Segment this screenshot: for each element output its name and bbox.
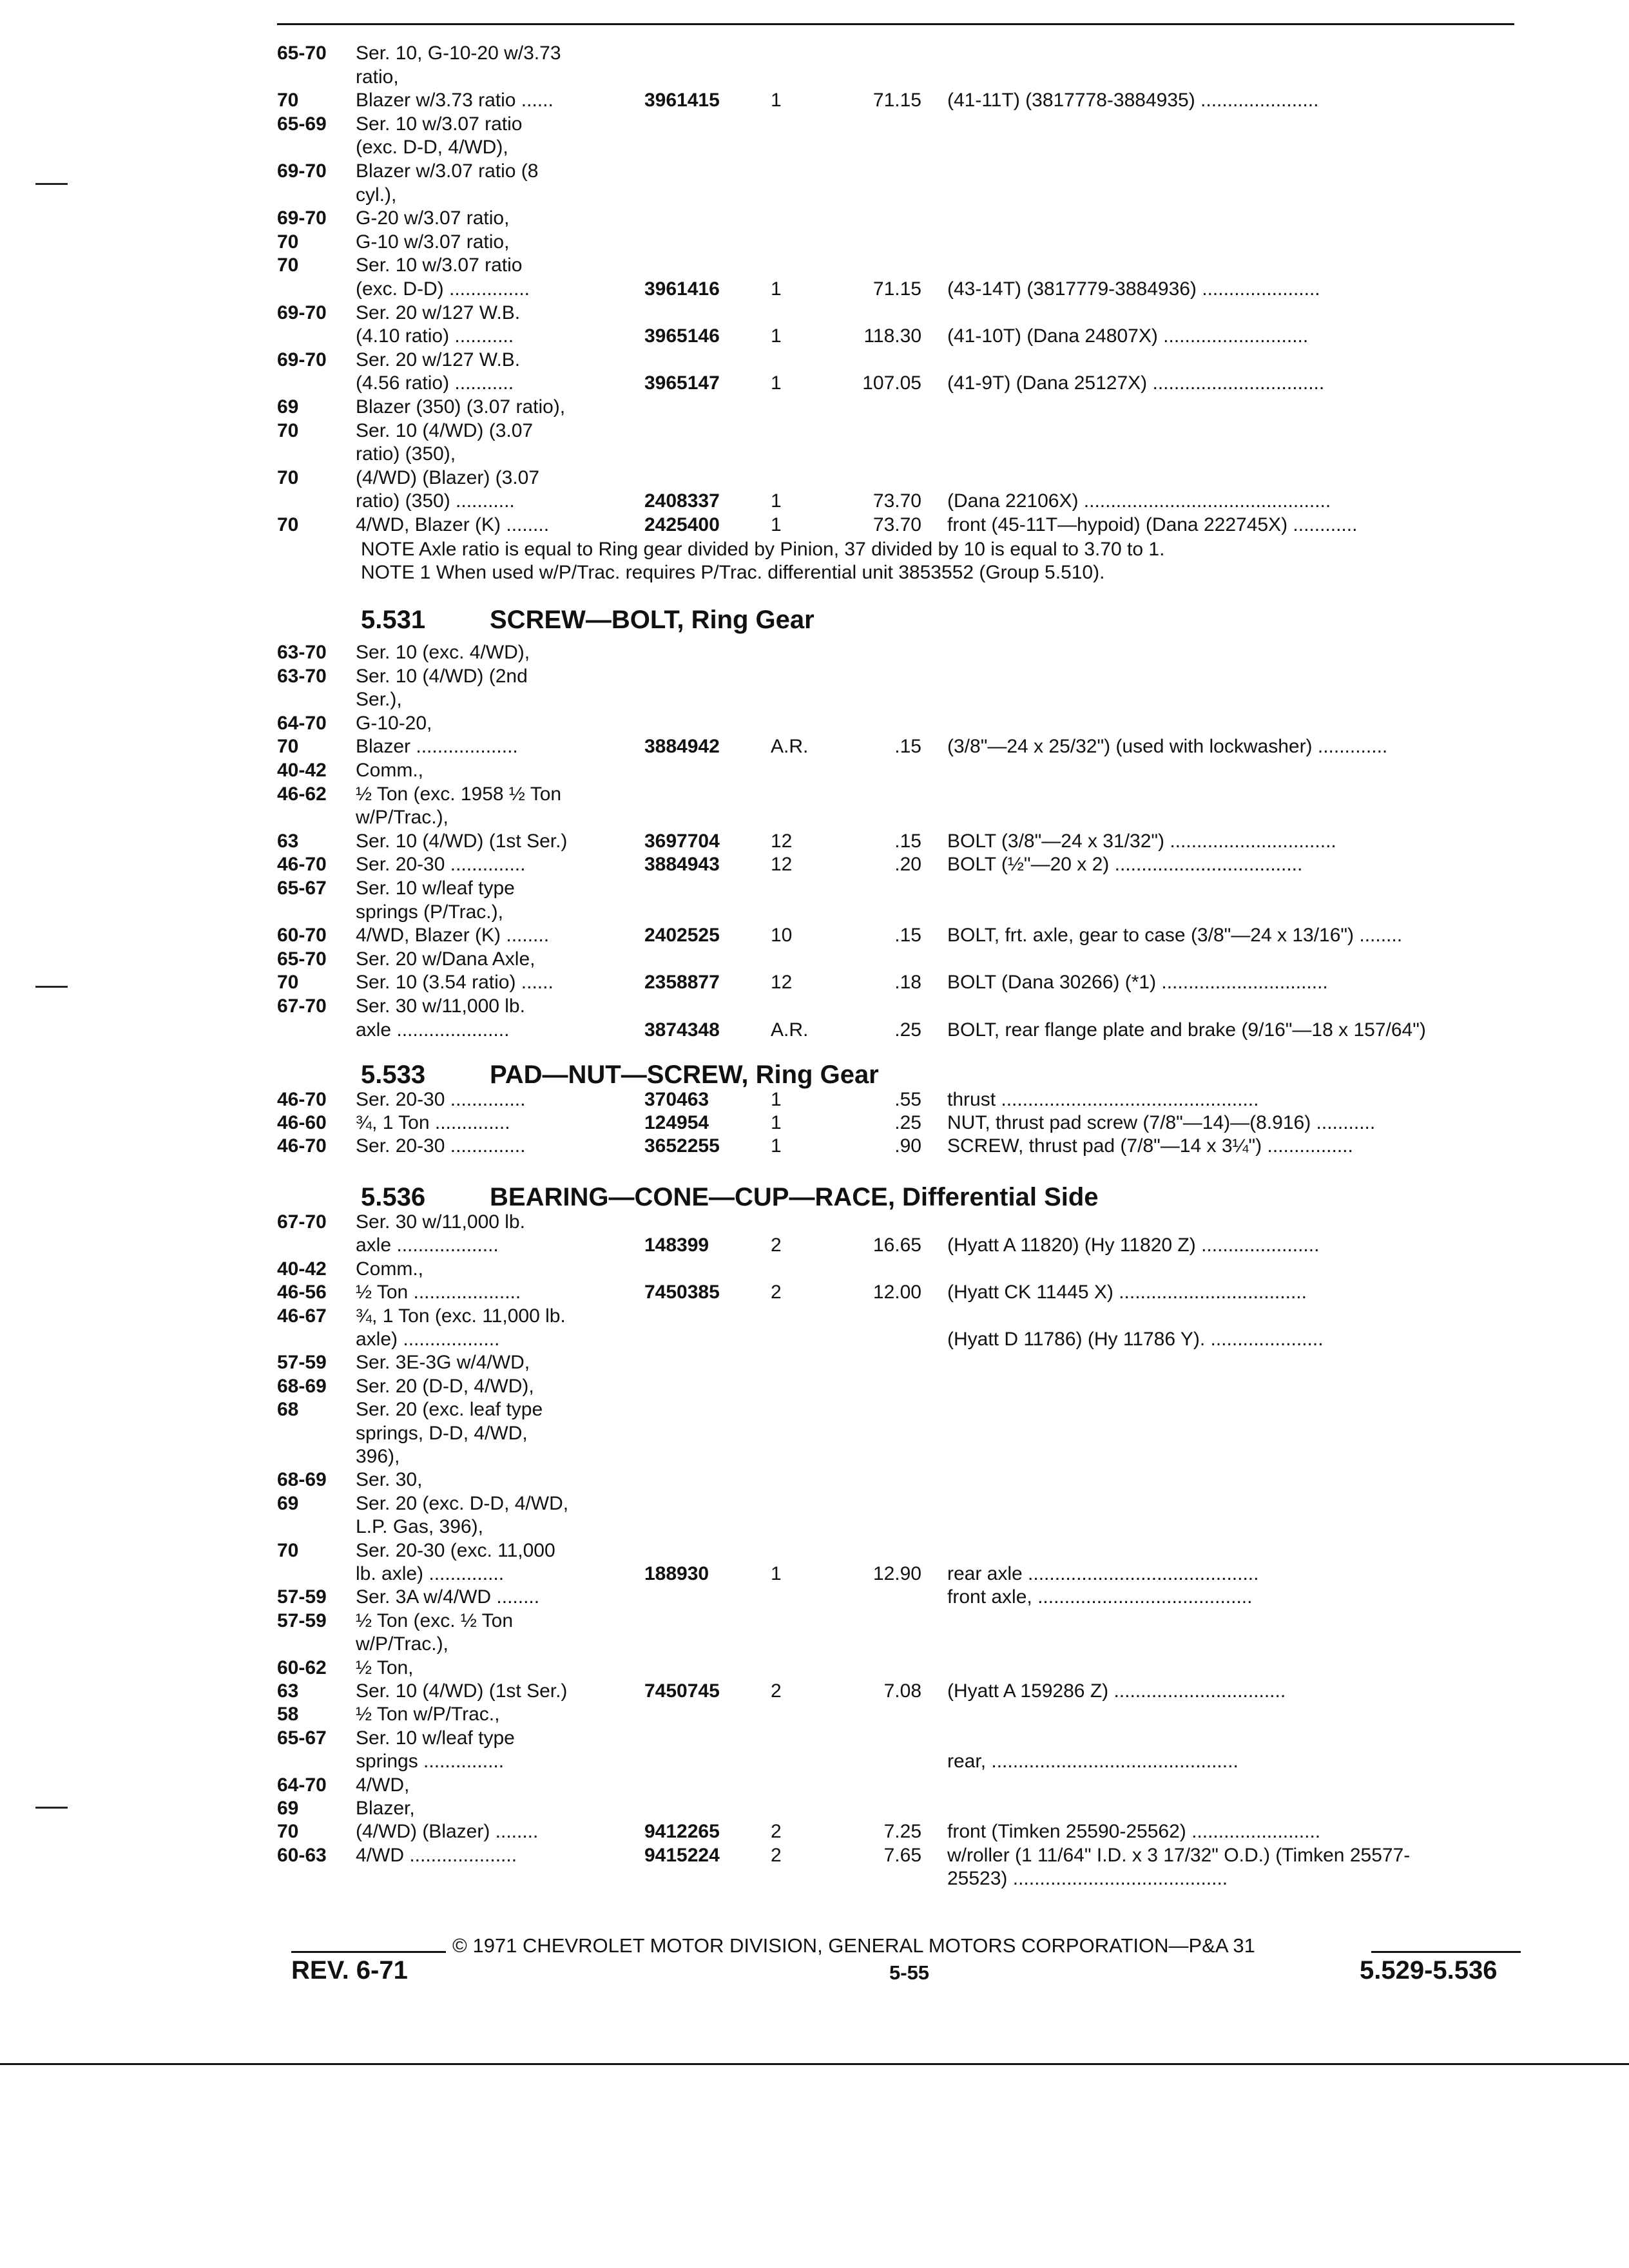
list-item — [0, 325, 1629, 347]
price: .25 — [894, 1019, 921, 1041]
list-item — [0, 925, 1629, 947]
description: (Hyatt A 159286 Z) ................................ — [947, 1680, 1286, 1702]
year-range: 70 — [277, 90, 299, 111]
list-item — [0, 807, 1629, 829]
list-item — [0, 1235, 1629, 1256]
quantity: 1 — [771, 490, 782, 512]
year-range: 69-70 — [277, 302, 327, 323]
list-item — [0, 1633, 1629, 1655]
page-number: 5-55 — [889, 1961, 930, 1984]
year-range: 70 — [277, 1821, 299, 1843]
list-item — [0, 642, 1629, 664]
list-item — [0, 1493, 1629, 1515]
year-range: 57-59 — [277, 1610, 327, 1631]
part-number: 3965147 — [644, 372, 720, 394]
list-item — [0, 1019, 1629, 1041]
year-range: 65-69 — [277, 113, 327, 135]
list-item — [0, 878, 1629, 899]
application: axle ..................... — [356, 1019, 510, 1041]
price: 7.25 — [883, 1821, 921, 1843]
application: Ser. 20-30 .............. — [356, 1089, 526, 1110]
application: Ser. 20-30 .............. — [356, 1135, 526, 1157]
year-range: 63-70 — [277, 642, 327, 663]
application: ¾, 1 Ton (exc. 11,000 lb. — [356, 1305, 566, 1327]
application: (exc. D-D) ............... — [356, 278, 530, 300]
application: G-20 w/3.07 ratio, — [356, 207, 510, 229]
application: springs ............... — [356, 1751, 505, 1773]
year-range: 65-70 — [277, 43, 327, 64]
application: 396), — [356, 1446, 400, 1467]
year-range: 46-62 — [277, 783, 327, 805]
list-item — [0, 443, 1629, 465]
section-title: SCREW—BOLT, Ring Gear — [490, 606, 815, 634]
quantity: 1 — [771, 1112, 782, 1133]
quantity: 12 — [771, 830, 793, 852]
price: .25 — [894, 1112, 921, 1133]
list-item — [0, 90, 1629, 111]
quantity: 1 — [771, 514, 782, 535]
list-item — [0, 1680, 1629, 1702]
year-range: 46-70 — [277, 1089, 327, 1110]
list-item — [0, 1399, 1629, 1421]
application: (4.56 ratio) ........... — [356, 372, 514, 394]
year-range: 60-62 — [277, 1657, 327, 1678]
application: ratio) (350), — [356, 443, 456, 465]
list-item — [0, 1258, 1629, 1280]
list-item — [0, 1112, 1629, 1134]
quantity: 10 — [771, 925, 793, 947]
application: Ser. 10 (4/WD) (1st Ser.) — [356, 830, 568, 852]
year-range: 40-42 — [277, 1258, 327, 1280]
list-item — [0, 713, 1629, 735]
revision-label: REV. 6-71 — [291, 1956, 408, 1984]
year-range: 57-59 — [277, 1586, 327, 1608]
quantity: 1 — [771, 372, 782, 394]
year-range: 70 — [277, 1539, 299, 1561]
quantity: A.R. — [771, 736, 809, 758]
list-item — [0, 1821, 1629, 1843]
application: Ser. 10, G-10-20 w/3.73 — [356, 43, 561, 64]
list-item — [0, 854, 1629, 876]
quantity: 2 — [771, 1282, 782, 1303]
application: (4/WD) (Blazer) ........ — [356, 1821, 539, 1843]
application: Blazer, — [356, 1798, 415, 1819]
list-item — [0, 783, 1629, 805]
year-range: 68-69 — [277, 1469, 327, 1491]
application: G-10-20, — [356, 712, 432, 734]
price: .55 — [894, 1089, 921, 1110]
description: thrust ................................................ — [947, 1089, 1259, 1110]
list-item — [0, 207, 1629, 229]
price: 118.30 — [863, 325, 921, 347]
description: 25523) ........................................ — [947, 1868, 1228, 1890]
year-range: 63-70 — [277, 665, 327, 687]
application: ½ Ton, — [356, 1657, 414, 1678]
application: Ser. 10 (exc. 4/WD), — [356, 642, 530, 663]
application: Ser. 10 w/leaf type — [356, 878, 515, 899]
part-number: 3697704 — [644, 830, 720, 852]
application: Ser. 20 w/127 W.B. — [356, 302, 521, 323]
application: Ser. 20-30 .............. — [356, 854, 526, 876]
part-number: 3884943 — [644, 854, 720, 876]
list-item — [0, 1751, 1629, 1773]
description: rear axle ........................................... — [947, 1563, 1259, 1584]
price: .18 — [894, 972, 921, 994]
section-number: 5.533 — [361, 1061, 426, 1089]
application: ½ Ton w/P/Trac., — [356, 1704, 500, 1725]
year-range: 46-70 — [277, 854, 327, 876]
description: front (Timken 25590-25562) ........................ — [947, 1821, 1321, 1843]
description: (3/8"—24 x 25/32") (used with lockwasher) ............. — [947, 736, 1388, 758]
application: (4.10 ratio) ........... — [356, 325, 514, 347]
application: lb. axle) .............. — [356, 1563, 505, 1584]
list-item — [0, 831, 1629, 852]
list-item — [0, 1774, 1629, 1796]
price: 73.70 — [872, 490, 921, 512]
list-item — [0, 1868, 1629, 1890]
section-title: BEARING—CONE—CUP—RACE, Differential Side — [490, 1183, 1099, 1211]
part-number: 9412265 — [644, 1821, 720, 1843]
description: front axle, ........................................ — [947, 1586, 1253, 1608]
application: w/P/Trac.), — [356, 807, 448, 829]
application: Ser. 30, — [356, 1469, 423, 1491]
year-range: 68-69 — [277, 1375, 327, 1397]
year-range: 64-70 — [277, 1774, 327, 1796]
list-item — [0, 278, 1629, 300]
application: 4/WD, Blazer (K) ........ — [356, 925, 550, 947]
application: axle) .................. — [356, 1329, 500, 1350]
part-number: 2408337 — [644, 490, 720, 512]
application: 4/WD .................... — [356, 1844, 517, 1866]
list-item — [0, 137, 1629, 159]
price: 7.65 — [883, 1844, 921, 1866]
year-range: 67-70 — [277, 995, 327, 1017]
application: Ser.), — [356, 689, 402, 711]
application: w/P/Trac.), — [356, 1633, 448, 1655]
part-number: 370463 — [644, 1089, 709, 1110]
part-number: 124954 — [644, 1112, 709, 1133]
application: 4/WD, Blazer (K) ........ — [356, 514, 550, 535]
list-item — [0, 184, 1629, 206]
application: Ser. 20-30 (exc. 11,000 — [356, 1539, 555, 1561]
year-range: 65-67 — [277, 1727, 327, 1749]
list-item — [0, 1469, 1629, 1491]
list-item — [0, 1704, 1629, 1725]
price: 71.15 — [872, 278, 921, 300]
description: (41-9T) (Dana 25127X) ................................ — [947, 372, 1325, 394]
list-item — [0, 231, 1629, 253]
quantity: A.R. — [771, 1019, 809, 1041]
list-item — [0, 372, 1629, 394]
part-number: 2425400 — [644, 514, 720, 535]
quantity: 12 — [771, 972, 793, 994]
year-range: 69 — [277, 1798, 299, 1819]
list-item — [0, 1376, 1629, 1398]
list-item — [0, 66, 1629, 88]
list-item — [0, 1563, 1629, 1585]
part-number: 3961416 — [644, 278, 720, 300]
application: Ser. 30 w/11,000 lb. — [356, 1211, 525, 1233]
list-item — [0, 689, 1629, 711]
list-item — [0, 1305, 1629, 1327]
list-item — [0, 1845, 1629, 1867]
part-number: 3965146 — [644, 325, 720, 347]
application: Ser. 20 w/Dana Axle, — [356, 948, 535, 970]
list-item — [0, 901, 1629, 923]
application: Blazer w/3.07 ratio (8 — [356, 160, 539, 182]
part-number: 148399 — [644, 1235, 709, 1256]
year-range: 63 — [277, 830, 299, 852]
application: Comm., — [356, 1258, 423, 1280]
quantity: 2 — [771, 1821, 782, 1843]
year-range: 69 — [277, 396, 299, 418]
year-range: 70 — [277, 466, 299, 488]
list-item — [0, 1423, 1629, 1445]
copyright-line: © 1971 CHEVROLET MOTOR DIVISION, GENERAL MOTORS CORPORATION—P&A 31 — [452, 1934, 1255, 1957]
description: (41-11T) (3817778-3884935) ...................... — [947, 90, 1319, 111]
list-item — [0, 1516, 1629, 1538]
list-item — [0, 160, 1629, 182]
footer-rule-left — [291, 1951, 446, 1953]
section-number: 5.531 — [361, 606, 426, 634]
part-number: 2402525 — [644, 925, 720, 947]
list-item — [0, 1329, 1629, 1350]
bottom-rule — [0, 2063, 1629, 2065]
description: (41-10T) (Dana 24807X) ........................... — [947, 325, 1309, 347]
list-item — [0, 302, 1629, 324]
year-range: 57-59 — [277, 1352, 327, 1374]
list-item — [0, 995, 1629, 1017]
year-range: 69-70 — [277, 349, 327, 370]
application: Ser. 10 (3.54 ratio) ...... — [356, 972, 554, 994]
application: 4/WD, — [356, 1774, 410, 1796]
description: NUT, thrust pad screw (7/8"—14)—(8.916) ........... — [947, 1112, 1376, 1133]
application: (4/WD) (Blazer) (3.07 — [356, 466, 540, 488]
description: BOLT, rear flange plate and brake (9/16"—18 x 157/64") — [947, 1019, 1426, 1041]
quantity: 1 — [771, 1135, 782, 1157]
section-title: PAD—NUT—SCREW, Ring Gear — [490, 1061, 879, 1089]
list-item — [0, 514, 1629, 536]
year-range: 46-60 — [277, 1112, 327, 1133]
year-range: 40-42 — [277, 760, 327, 781]
section-heading — [0, 604, 1629, 635]
description: (Hyatt CK 11445 X) ................................... — [947, 1282, 1307, 1303]
year-range: 69-70 — [277, 160, 327, 182]
application: Ser. 10 w/leaf type — [356, 1727, 515, 1749]
list-item — [0, 467, 1629, 489]
part-number: 2358877 — [644, 972, 720, 994]
list-item — [0, 490, 1629, 512]
quantity: 1 — [771, 1563, 782, 1584]
application: Ser. 20 (exc. D-D, 4/WD, — [356, 1492, 569, 1514]
year-range: 46-70 — [277, 1135, 327, 1157]
part-number: 7450385 — [644, 1282, 720, 1303]
description: front (45-11T—hypoid) (Dana 222745X) ............ — [947, 514, 1358, 535]
application: (exc. D-D, 4/WD), — [356, 137, 508, 159]
part-number: 9415224 — [644, 1844, 720, 1866]
application: ½ Ton (exc. 1958 ½ Ton — [356, 783, 562, 805]
application: ¾, 1 Ton .............. — [356, 1112, 510, 1133]
price: 7.08 — [883, 1680, 921, 1702]
list-item — [0, 349, 1629, 371]
top-rule — [277, 23, 1514, 25]
application: ratio, — [356, 66, 399, 88]
price: .15 — [894, 830, 921, 852]
application: Blazer (350) (3.07 ratio), — [356, 396, 566, 418]
note-line — [0, 562, 1629, 584]
year-range: 46-67 — [277, 1305, 327, 1327]
price: 12.00 — [872, 1282, 921, 1303]
price: 71.15 — [872, 90, 921, 111]
list-item — [0, 1586, 1629, 1608]
quantity: 1 — [771, 325, 782, 347]
price: .20 — [894, 854, 921, 876]
list-item — [0, 255, 1629, 276]
group-range: 5.529-5.536 — [1360, 1956, 1498, 1984]
application: Blazer ................... — [356, 736, 518, 758]
application: Ser. 10 (4/WD) (1st Ser.) — [356, 1680, 568, 1702]
application: Ser. 20 w/127 W.B. — [356, 349, 521, 370]
application: Ser. 20 (D-D, 4/WD), — [356, 1375, 534, 1397]
year-range: 69-70 — [277, 207, 327, 229]
price: 16.65 — [872, 1235, 921, 1256]
year-range: 65-70 — [277, 948, 327, 970]
list-item — [0, 113, 1629, 135]
quantity: 1 — [771, 1089, 782, 1110]
list-item — [0, 1798, 1629, 1820]
quantity: 2 — [771, 1680, 782, 1702]
section-number: 5.536 — [361, 1183, 426, 1211]
application: ½ Ton .................... — [356, 1282, 521, 1303]
price: .15 — [894, 925, 921, 947]
section-heading — [0, 1059, 1629, 1090]
application: ½ Ton (exc. ½ Ton — [356, 1610, 514, 1631]
note-line — [0, 539, 1629, 561]
list-item — [0, 1282, 1629, 1303]
price: 12.90 — [872, 1563, 921, 1584]
year-range: 69 — [277, 1492, 299, 1514]
list-item — [0, 1352, 1629, 1374]
description: BOLT (3/8"—24 x 31/32") ............................... — [947, 830, 1336, 852]
year-range: 70 — [277, 736, 299, 758]
application: springs (P/Trac.), — [356, 901, 503, 923]
price: 107.05 — [862, 372, 921, 394]
section-heading — [0, 1182, 1629, 1213]
year-range: 70 — [277, 419, 299, 441]
year-range: 64-70 — [277, 712, 327, 734]
year-range: 68 — [277, 1399, 299, 1421]
application: axle ................... — [356, 1235, 499, 1256]
description: BOLT, frt. axle, gear to case (3/8"—24 x 13/16") ........ — [947, 925, 1403, 947]
footer-rule-right — [1371, 1951, 1521, 1953]
year-range: 63 — [277, 1680, 299, 1702]
list-item — [0, 972, 1629, 994]
year-range: 70 — [277, 972, 299, 994]
description: BOLT (½"—20 x 2) ................................... — [947, 854, 1303, 876]
application: Ser. 10 (4/WD) (2nd — [356, 665, 528, 687]
description: BOLT (Dana 30266) (*1) ............................... — [947, 972, 1328, 994]
description: (43-14T) (3817779-3884936) ...................... — [947, 278, 1320, 300]
list-item — [0, 396, 1629, 418]
application: Ser. 3E-3G w/4/WD, — [356, 1352, 530, 1374]
application: L.P. Gas, 396), — [356, 1516, 483, 1538]
year-range: 67-70 — [277, 1211, 327, 1233]
quantity: 2 — [771, 1844, 782, 1866]
list-item — [0, 1727, 1629, 1749]
year-range: 65-67 — [277, 878, 327, 899]
year-range: 58 — [277, 1704, 299, 1725]
application: Blazer w/3.73 ratio ...... — [356, 90, 554, 111]
quantity: 2 — [771, 1235, 782, 1256]
note-text: NOTE 1 When used w/P/Trac. requires P/Trac. differential unit 3853552 (Group 5.510). — [361, 562, 1105, 583]
year-range: 70 — [277, 255, 299, 276]
description: rear, .............................................. — [947, 1751, 1239, 1773]
list-item — [0, 420, 1629, 442]
list-item — [0, 1089, 1629, 1111]
application: Ser. 3A w/4/WD ........ — [356, 1586, 540, 1608]
list-item — [0, 736, 1629, 758]
list-item — [0, 1540, 1629, 1562]
list-item — [0, 666, 1629, 687]
application: Ser. 20 (exc. leaf type — [356, 1399, 543, 1421]
price: .15 — [894, 736, 921, 758]
description: SCREW, thrust pad (7/8"—14 x 3¼") ................ — [947, 1135, 1353, 1157]
application: G-10 w/3.07 ratio, — [356, 231, 510, 253]
list-item — [0, 1657, 1629, 1679]
part-number: 7450745 — [644, 1680, 720, 1702]
description: w/roller (1 11/64" I.D. x 3 17/32" O.D.) (Timken 25577- — [947, 1844, 1411, 1866]
application: springs, D-D, 4/WD, — [356, 1422, 528, 1444]
year-range: 60-70 — [277, 925, 327, 947]
description: (Dana 22106X) .............................................. — [947, 490, 1331, 512]
application: Ser. 30 w/11,000 lb. — [356, 995, 525, 1017]
price: .90 — [894, 1135, 921, 1157]
description: (Hyatt A 11820) (Hy 11820 Z) ...................... — [947, 1235, 1320, 1256]
part-number: 3884942 — [644, 736, 720, 758]
quantity: 1 — [771, 278, 782, 300]
application: cyl.), — [356, 184, 397, 206]
list-item — [0, 760, 1629, 782]
year-range: 70 — [277, 514, 299, 535]
year-range: 60-63 — [277, 1844, 327, 1866]
application: Ser. 10 w/3.07 ratio — [356, 255, 523, 276]
application: Ser. 10 (4/WD) (3.07 — [356, 419, 534, 441]
list-item — [0, 1135, 1629, 1157]
application: Comm., — [356, 760, 423, 781]
application: Ser. 10 w/3.07 ratio — [356, 113, 523, 135]
quantity: 1 — [771, 90, 782, 111]
part-number: 3652255 — [644, 1135, 720, 1157]
note-text: NOTE Axle ratio is equal to Ring gear divided by Pinion, 37 divided by 10 is equal to 3.70 to 1. — [361, 539, 1165, 560]
year-range: 70 — [277, 231, 299, 253]
list-item — [0, 1610, 1629, 1632]
price: 73.70 — [872, 514, 921, 535]
year-range: 46-56 — [277, 1282, 327, 1303]
list-item — [0, 1446, 1629, 1468]
description: (Hyatt D 11786) (Hy 11786 Y). ..................... — [947, 1329, 1324, 1350]
part-number: 188930 — [644, 1563, 709, 1584]
list-item — [0, 43, 1629, 64]
quantity: 12 — [771, 854, 793, 876]
list-item — [0, 948, 1629, 970]
list-item — [0, 1211, 1629, 1233]
application: ratio) (350) ........... — [356, 490, 515, 512]
part-number: 3874348 — [644, 1019, 720, 1041]
part-number: 3961415 — [644, 90, 720, 111]
